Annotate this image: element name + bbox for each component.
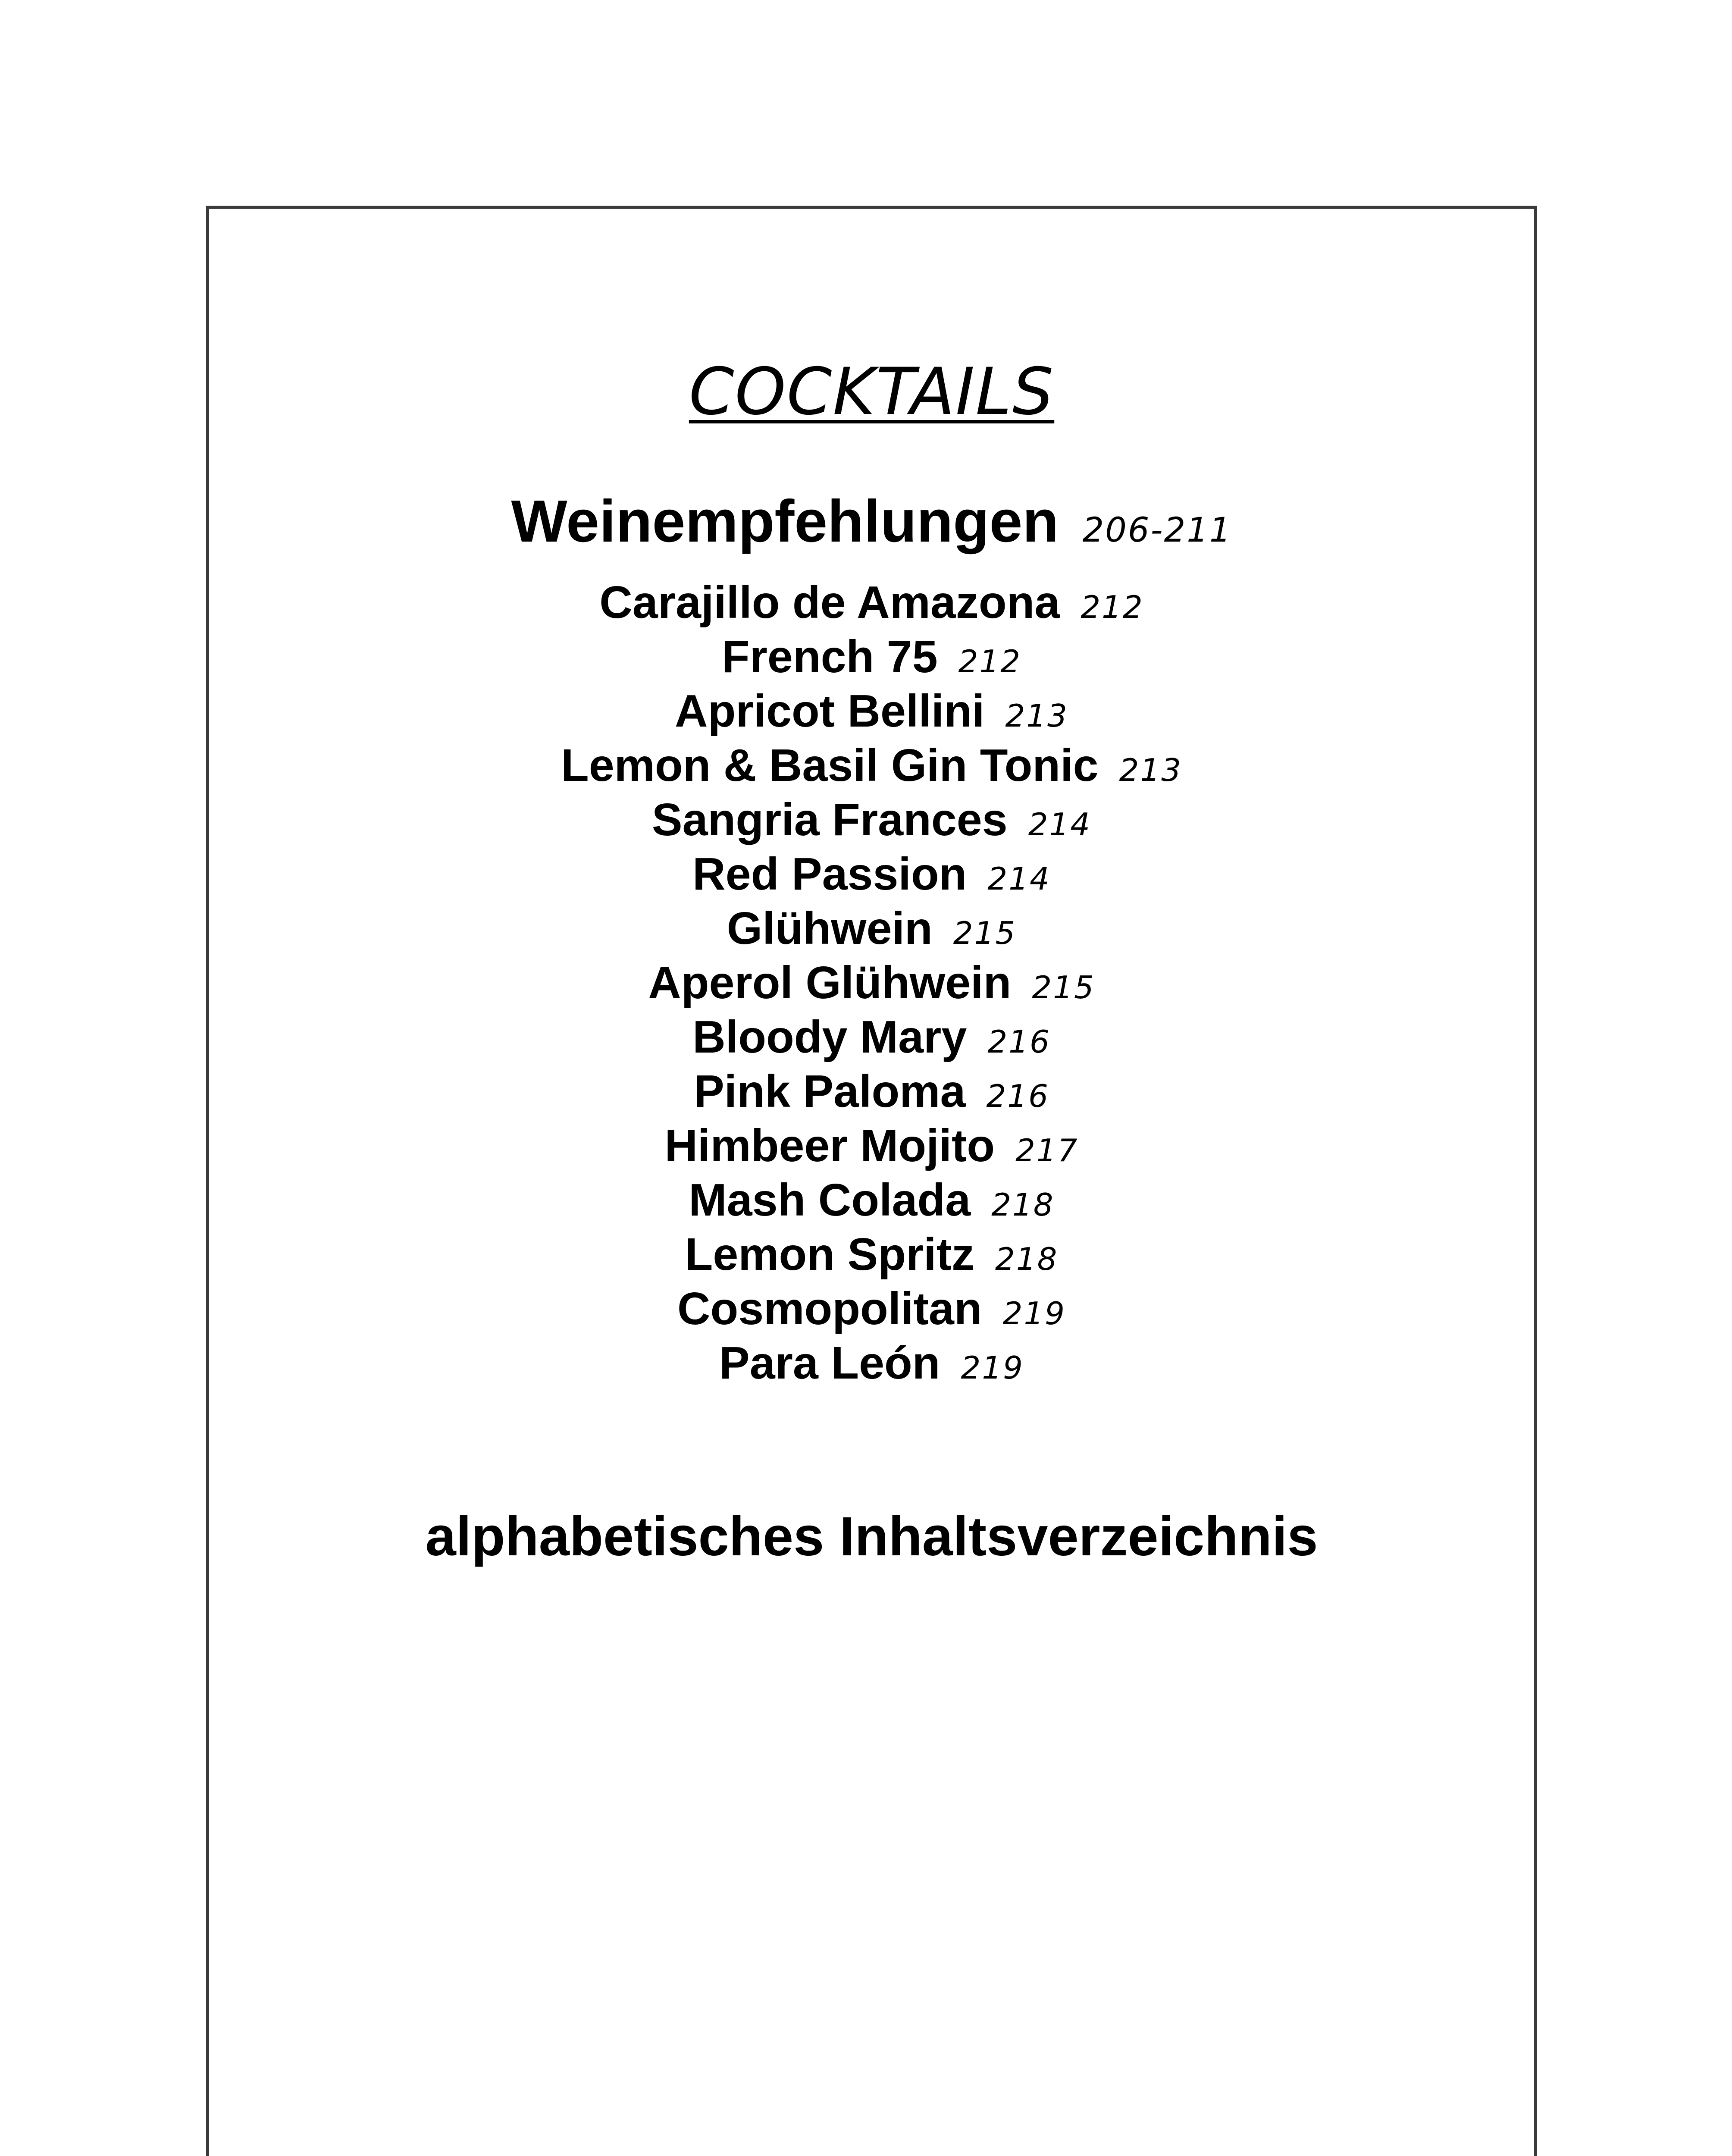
item-page: 216 (987, 1024, 1051, 1060)
item-name: Aperol Glühwein (648, 957, 1012, 1008)
list-item (209, 1336, 1534, 1390)
item-page: 219 (1002, 1295, 1066, 1332)
item-page: 214 (987, 861, 1051, 897)
item-page: 215 (1032, 969, 1095, 1006)
list-item (209, 1173, 1534, 1227)
item-page: 217 (1015, 1132, 1079, 1169)
page-frame (206, 206, 1537, 2156)
item-name: Carajillo de Amazona (599, 577, 1060, 628)
index-title: alphabetisches Inhaltsverzeichnis (425, 1506, 1318, 1567)
item-page: 213 (1119, 752, 1183, 788)
item-name: Lemon Spritz (685, 1229, 974, 1280)
list-item (209, 575, 1534, 630)
section-title (209, 485, 1534, 567)
list-item (209, 738, 1534, 793)
list-item (209, 630, 1534, 684)
list-item (209, 1119, 1534, 1173)
cocktail-list (209, 575, 1534, 1390)
item-page: 216 (986, 1078, 1049, 1114)
item-page: 214 (1028, 806, 1092, 843)
item-name: Para León (719, 1338, 940, 1388)
list-item (209, 684, 1534, 738)
item-name: Himbeer Mojito (664, 1120, 995, 1171)
list-item (209, 847, 1534, 901)
item-name: Mash Colada (689, 1175, 971, 1225)
item-page: 212 (958, 643, 1022, 680)
list-item (209, 1010, 1534, 1064)
list-item (209, 901, 1534, 956)
item-name: Red Passion (692, 849, 967, 899)
item-name: Pink Paloma (694, 1066, 966, 1117)
item-page: 219 (961, 1350, 1024, 1386)
item-name: Apricot Bellini (675, 686, 985, 736)
item-name: Cosmopolitan (677, 1283, 982, 1334)
section-page-range: 206-211 (1082, 511, 1232, 550)
item-name: French 75 (721, 631, 938, 682)
section-title-text: Weinempfehlungen (511, 488, 1059, 555)
item-name: Sangria Frances (651, 794, 1008, 845)
page-heading: COCKTAILS (689, 354, 1055, 429)
item-page: 218 (995, 1241, 1059, 1277)
item-page: 212 (1081, 589, 1144, 625)
list-item (209, 1282, 1534, 1336)
item-name: Lemon & Basil Gin Tonic (561, 740, 1099, 791)
item-page: 218 (991, 1187, 1055, 1223)
item-name: Glühwein (727, 903, 933, 954)
item-page: 215 (953, 915, 1017, 951)
list-item (209, 956, 1534, 1010)
item-page: 213 (1005, 698, 1068, 734)
list-item (209, 793, 1534, 847)
list-item (209, 1064, 1534, 1119)
list-item (209, 1227, 1534, 1282)
item-name: Bloody Mary (692, 1012, 967, 1062)
